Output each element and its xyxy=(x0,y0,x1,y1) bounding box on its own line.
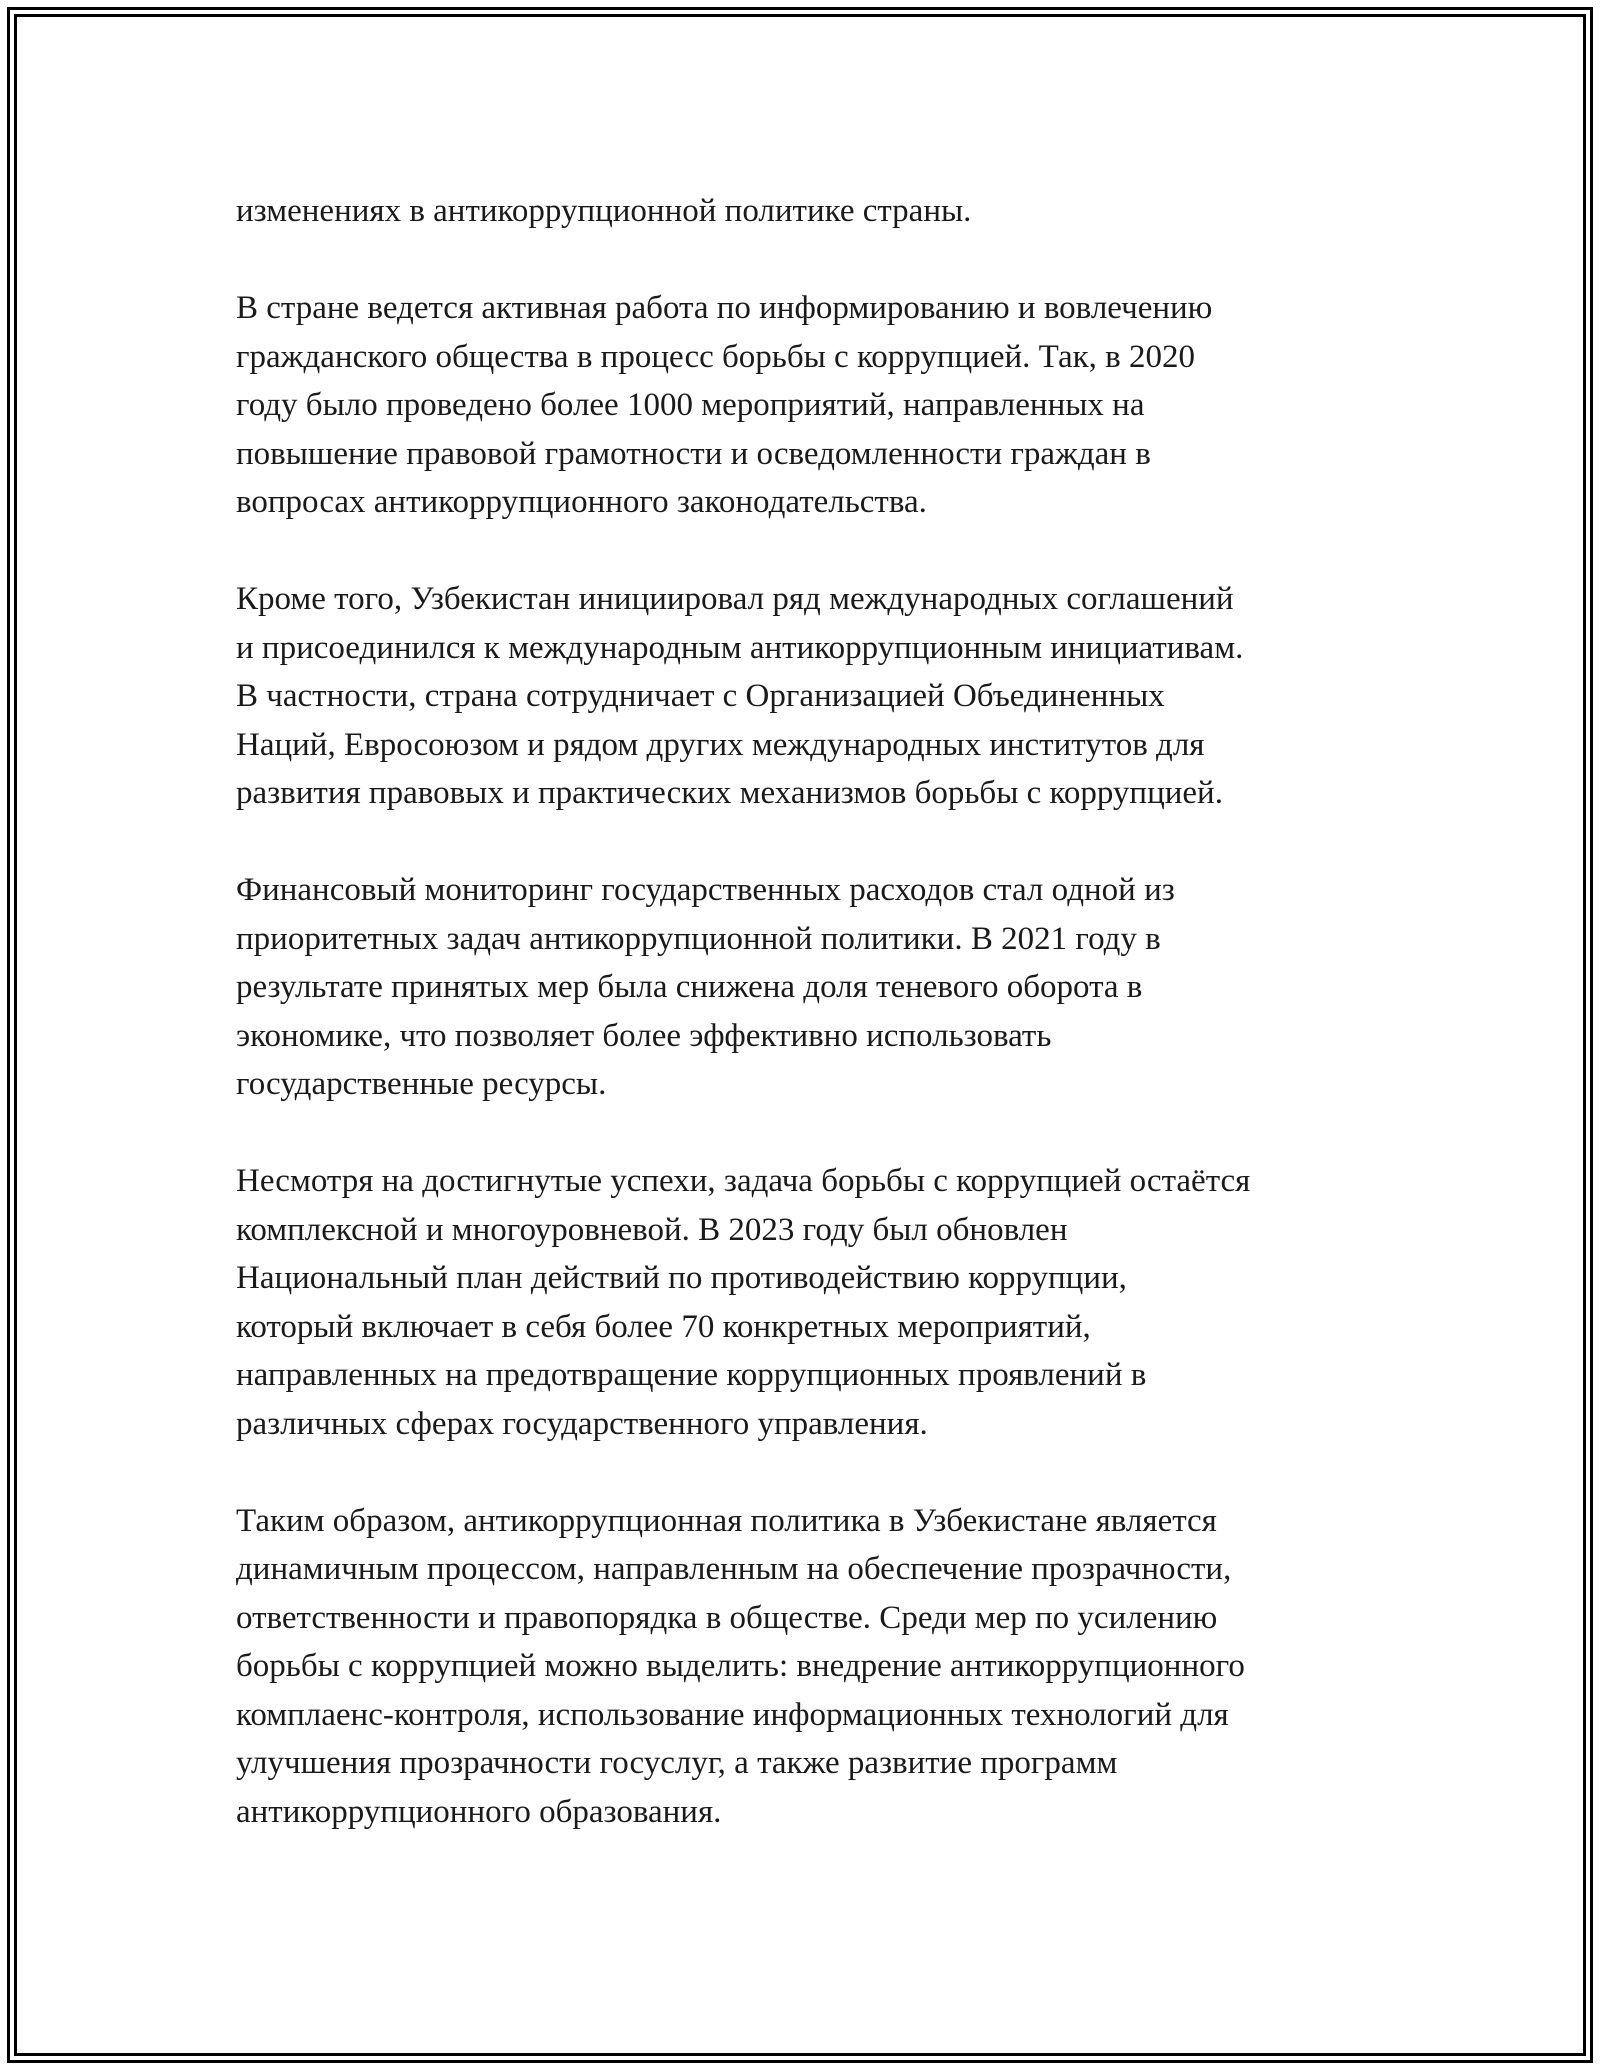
document-body xyxy=(236,187,1416,1885)
paragraph-4: Финансовый мониторинг государственных расходов стал одной из приоритетных задач антикоррупционной политики. В 2021 году в результате принятых мер была снижена доля теневого оборота в экономике, что позволяет более эффективно использовать государственные ресурсы. xyxy=(236,872,1175,1102)
paragraph-2: В стране ведется активная работа по информированию и вовлечению гражданского общества в процесс борьбы с коррупцией. Так, в 2020 году было проведено более 1000 мероприятий, направленных на повышение правовой грамотности и осведомленности граждан в вопросах антикоррупционного законодательства. xyxy=(236,290,1213,520)
paragraph-6: Таким образом, антикоррупционная политика в Узбекистане является динамичным процессом, направленным на обеспечение прозрачности, ответственности и правопорядка в обществе. Среди мер по усилению борьбы с коррупцией можно выделить: внедрение антикоррупционного комплаенс-контроля, использование информационных технологий для улучшения прозрачности госуслуг, а также развитие программ антикоррупционного образования. xyxy=(236,1502,1245,1830)
paragraph-5: Несмотря на достигнутые успехи, задача борьбы с коррупцией остаётся комплексной и многоуровневой. В 2023 году был обновлен Национальный план действий по противодействию коррупции, который включает в себя более 70 конкретных мероприятий, направленных на предотвращение коррупционных проявлений в различных сферах государственного управления. xyxy=(236,1163,1251,1442)
paragraph-3: Кроме того, Узбекистан инициировал ряд международных соглашений и присоединился к международным антикоррупционным инициативам. В частности, страна сотрудничает с Организацией Объединенных Наций, Евросоюзом и рядом других международных институтов для развития правовых и практических механизмов борьбы с коррупцией. xyxy=(236,581,1244,811)
paragraph-1: изменениях в антикоррупционной политике страны. xyxy=(236,193,972,229)
